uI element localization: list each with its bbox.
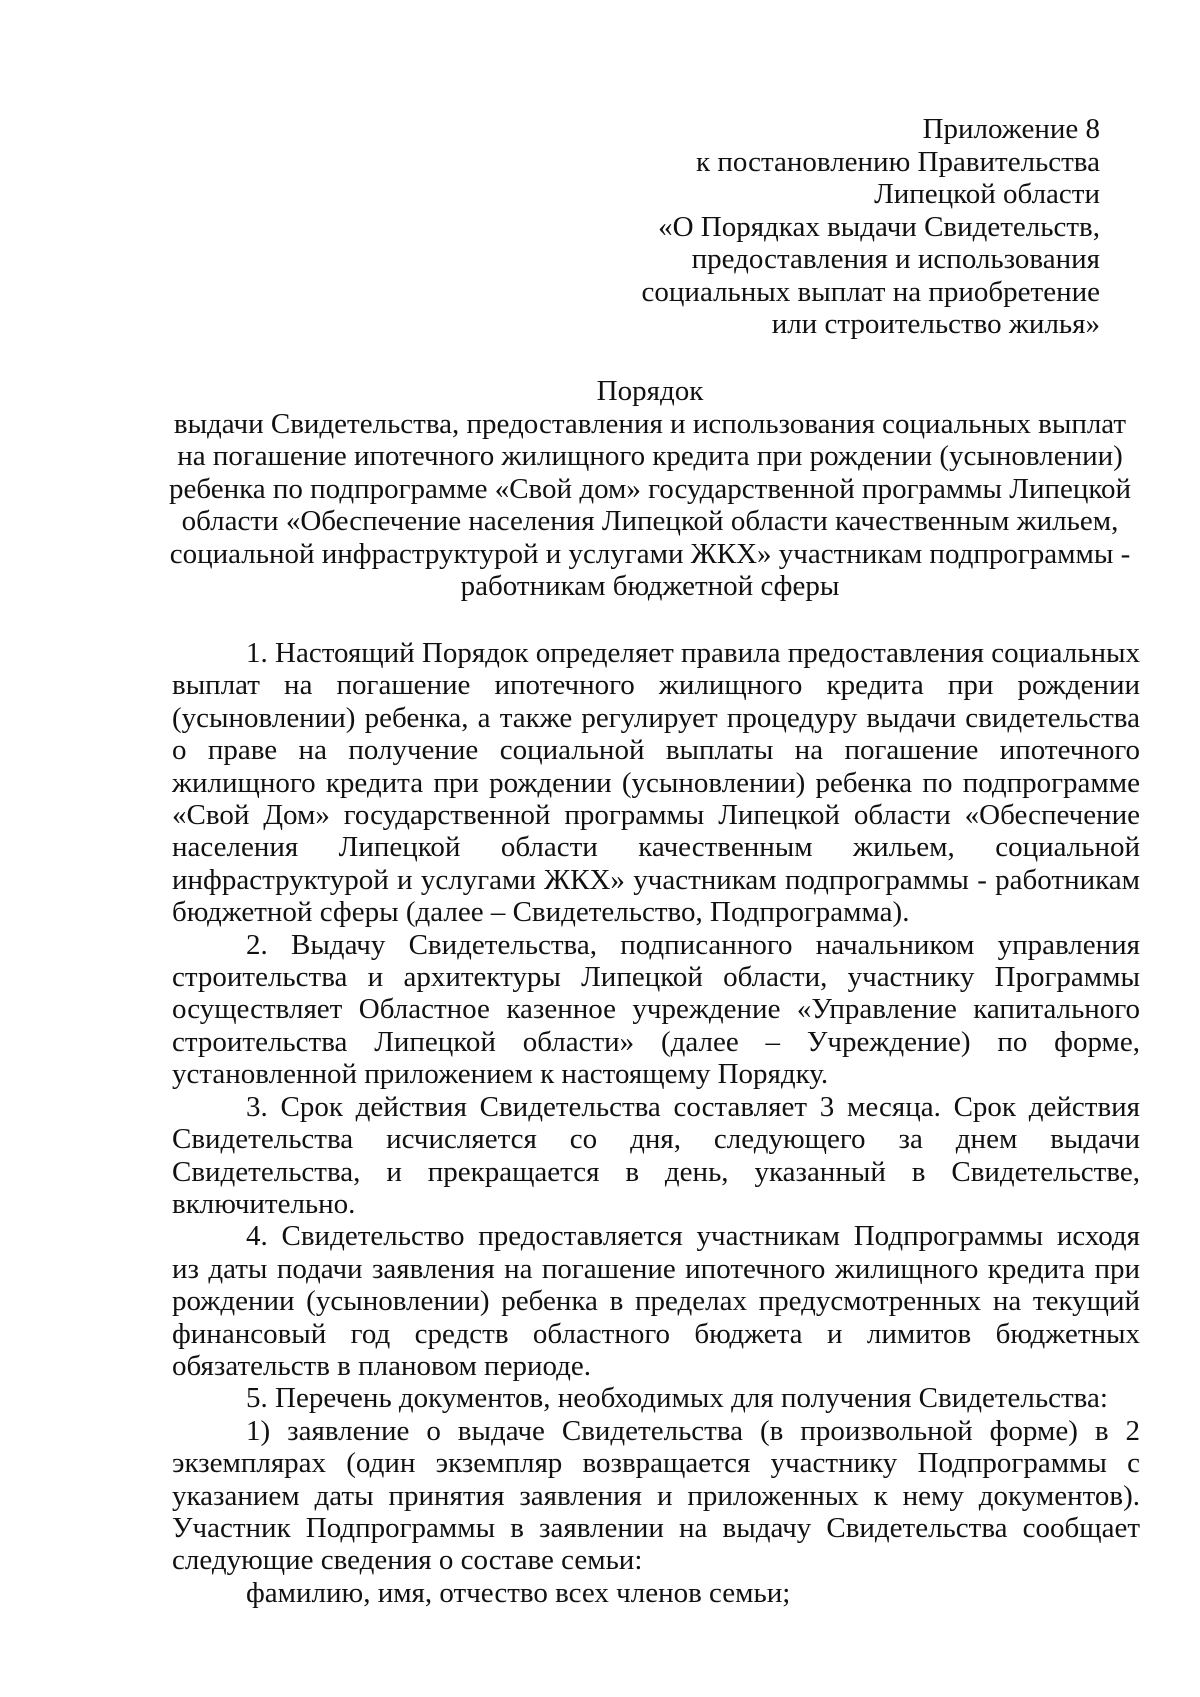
title-line: Порядок [596,375,704,407]
annex-line: Липецкой области [874,178,1100,210]
title-line: на погашение ипотечного жилищного кредита при рождении (усыновлении) [177,440,1123,472]
annex-header [500,113,1100,341]
annex-line: Приложение 8 [922,113,1100,145]
annex-line: «О Порядках выдачи Свидетельств, [658,210,1100,243]
annex-line: социальных выплат на приобретение [641,275,1100,308]
annex-line: к постановлению Правительства [696,145,1100,178]
annex-line: или строительство жилья» [771,308,1100,340]
paragraph-3: 3. Срок действия Свидетельства составляет 3 месяца. Срок действия Свидетельства исчисляется со дня, следующего за днем выдачи Свидетельства, и прекращается в день, указанный в Свидетельстве, включительно. [172,1090,1140,1220]
title-line: области «Обеспечение населения Липецкой области качественным жильем, [181,505,1119,537]
title-line: работникам бюджетной сферы [460,570,840,602]
paragraph-1: 1. Настоящий Порядок определяет правила предоставления социальных выплат на погашение ипотечного жилищного кредита при рождении (усыновлении) ребенка, а также регулирует процедуру выдачи свидетельства о праве на получение социальной выплаты на погашение ипотечного жилищного кредита при рождении (усыновлении) ребенка по подпрограмме «Свой Дом» государственной программы Липецкой области «Обеспечение населения Липецкой области качественным жильем, социальной инфраструктурой и услугами ЖКХ» участникам подпрограммы - работникам бюджетной сферы (далее – Свидетельство, Подпрограмма). [172,637,1140,929]
paragraph-5-item-1-detail: фамилию, имя, отчество всех членов семьи; [246,1576,791,1609]
paragraph-2: 2. Выдачу Свидетельства, подписанного начальником управления строительства и архитектуры Липецкой области, участнику Программы осуществляет Областное казенное учреждение «Управление капитального строительства Липецкой области» (далее – Учреждение) по форме, установленной приложением к настоящему Порядку. [172,928,1140,1091]
paragraph-5-item-1: 1) заявление о выдаче Свидетельства (в произвольной форме) в 2 экземплярах (один экземпляр возвращается участнику Подпрограммы с указанием даты принятия заявления и приложенных к нему документов). Участник Подпрограммы в заявлении на выдачу Свидетельства сообщает следующие сведения о составе семьи: [172,1414,1140,1577]
paragraph-5: 5. Перечень документов, необходимых для получения Свидетельства: [246,1382,1108,1415]
paragraph-4: 4. Свидетельство предоставляется участникам Подпрограммы исходя из даты подачи заявления на погашение ипотечного жилищного кредита при рождении (усыновлении) ребенка в пределах предусмотренных на текущий финансовый год средств областного бюджета и лимитов бюджетных обязательств в плановом периоде. [172,1220,1140,1382]
document-body [172,637,1140,1609]
annex-line: предоставления и использования [691,243,1100,275]
title-line: ребенка по подпрограмме «Свой дом» государственной программы Липецкой [168,472,1132,505]
title-line: выдачи Свидетельства, предоставления и использования социальных выплат [173,407,1127,440]
document-title [160,375,1140,603]
title-line: социальной инфраструктурой и услугами ЖКХ» участникам подпрограммы - [169,537,1131,570]
